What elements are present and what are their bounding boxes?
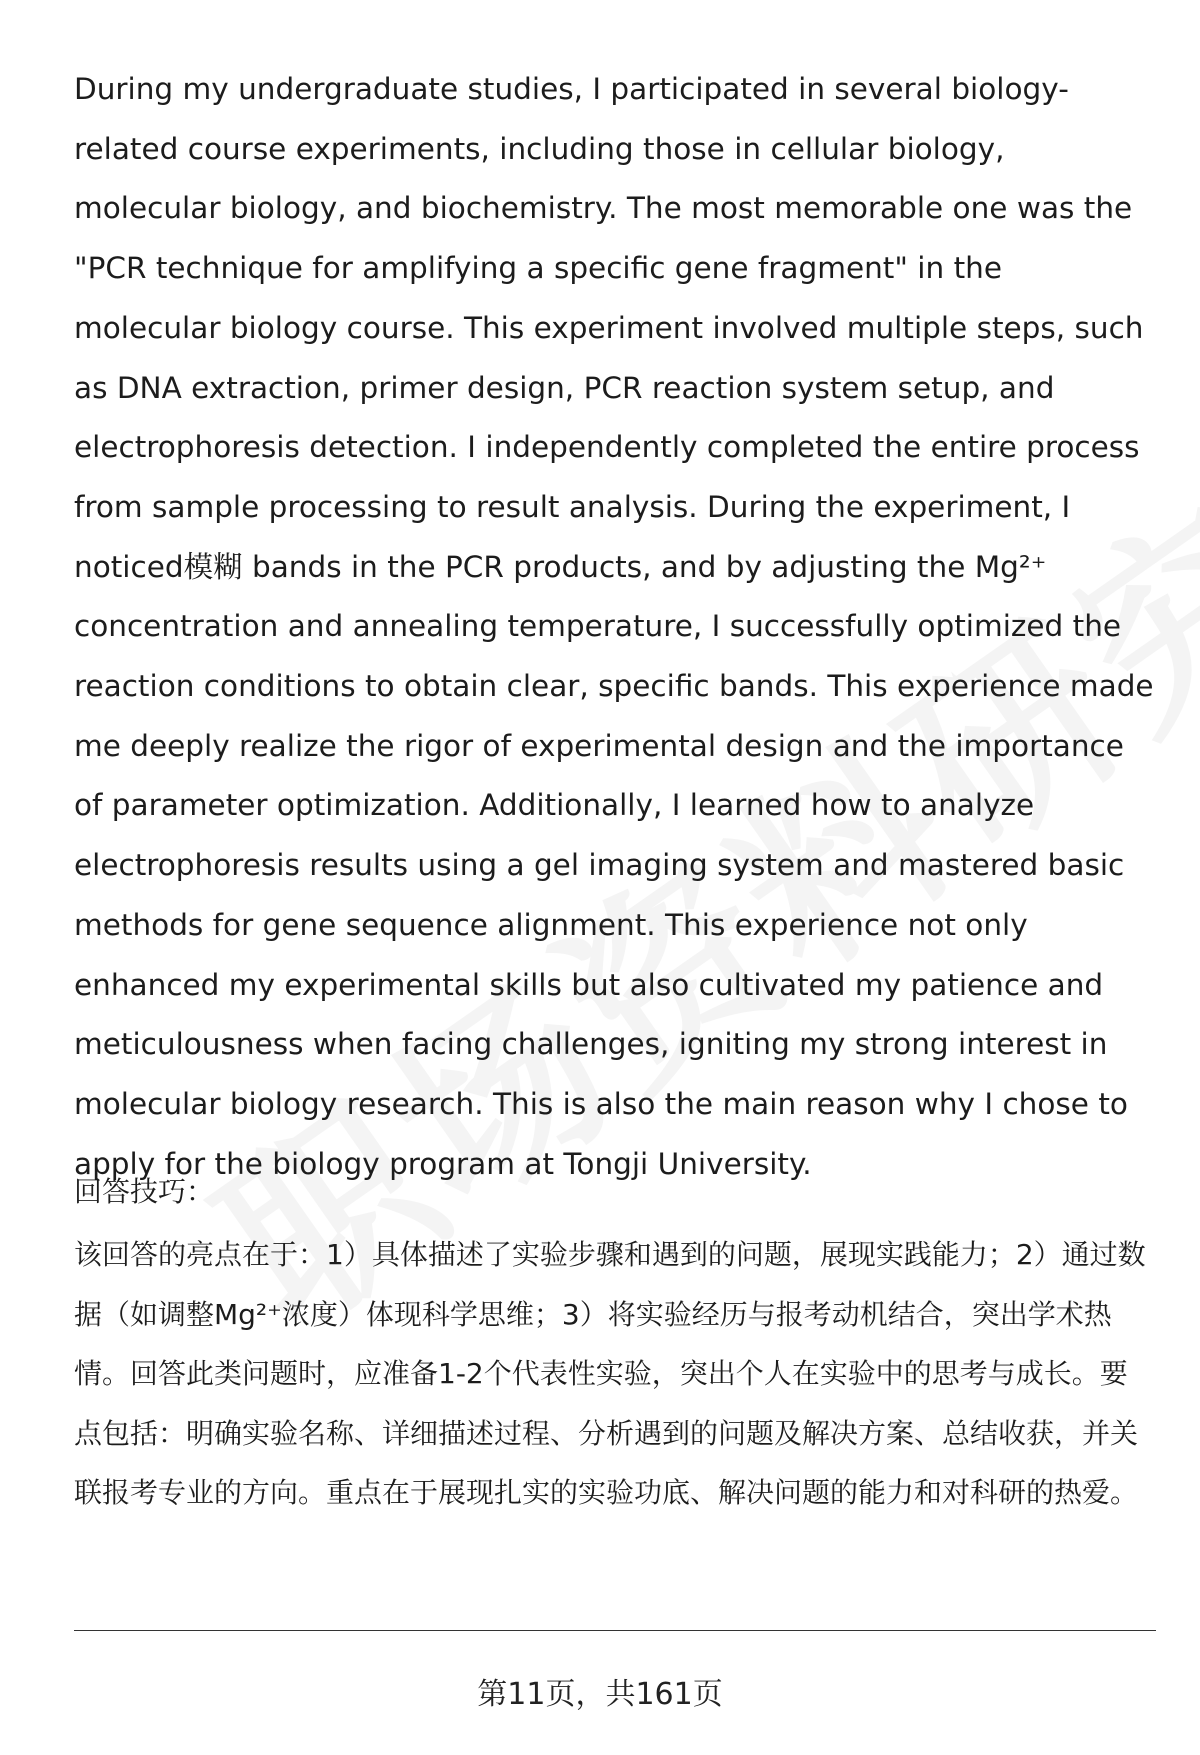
tips-paragraph: 该回答的亮点在于：1）具体描述了实验步骤和遇到的问题，展现实践能力；2）通过数据（如调整Mg²⁺浓度）体现科学思维；3）将实验经历与报考动机结合，突出学术热情。回答此类问题时，应准备1-2个代表性实验，突出个人在实验中的思考与成长。要点包括：明确实验名称、详细描述过程、分析遇到的问题及解决方案、总结收获，并关联报考专业的方向。重点在于展现扎实的实验功底、解决问题的能力和对科研的热爱。 — [74, 1238, 1146, 1509]
page-number: 第11页，共161页 — [477, 1677, 723, 1712]
body-paragraph: During my undergraduate studies, I participated in several biology-related course experiments, including those in cellular biology, molecular biology, and biochemistry. The most memorable one was the "PCR technique for amplifying a specific gene fragment" in the molecular biology course. This experiment involved multiple steps, such as DNA extraction, primer design, PCR reaction system setup, and electrophoresis detection. I independently completed the entire process from sample processing to result analysis. During the experiment, I noticed模糊 bands in the PCR products, and by adjusting the Mg²⁺ concentration and annealing temperature, I successfully optimized the reaction conditions to obtain clear, specific bands. This experience made me deeply realize the rigor of experimental design and the importance of parameter optimization. Additionally, I learned how to analyze electrophoresis results using a gel imaging system and mastered basic methods for gene sequence alignment. This experience not only enhanced my experimental skills but also cultivated my patience and meticulousness when facing challenges, igniting my strong interest in molecular biology research. This is also the main reason why I chose to apply for the biology program at Tongji University. — [74, 72, 1154, 1181]
tips-heading: 回答技巧： — [74, 1175, 215, 1208]
footer-divider — [74, 1630, 1156, 1631]
